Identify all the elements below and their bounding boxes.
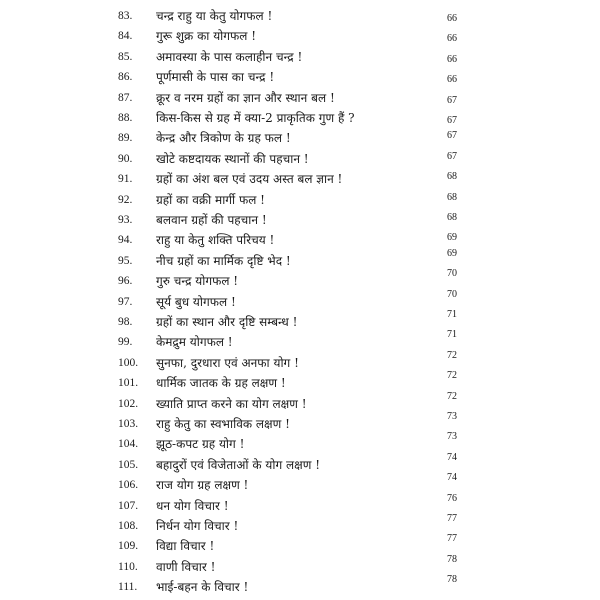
toc-entry xyxy=(0,451,600,475)
entry-title: केन्द्र और त्रिकोण के ग्रह फल ! xyxy=(156,131,291,146)
toc-entry xyxy=(0,26,600,46)
toc-entry xyxy=(0,309,600,332)
entry-number: 95. xyxy=(118,254,133,267)
entry-title: धन योग विचार ! xyxy=(156,498,229,513)
entry-page: 74 xyxy=(447,472,457,484)
toc-entry xyxy=(0,67,600,87)
entry-number: 99. xyxy=(118,336,133,349)
entry-page: 68 xyxy=(447,212,457,223)
entry-page: 71 xyxy=(447,309,457,320)
entry-number: 83. xyxy=(118,10,133,22)
entry-page: 74 xyxy=(447,451,457,463)
toc-entry xyxy=(0,247,600,271)
entry-number: 101. xyxy=(118,377,139,390)
entry-title: ग्रहों का स्थान और दृष्टि सम्बन्ध ! xyxy=(156,315,298,329)
entry-number: 111. xyxy=(118,581,138,594)
entry-number: 89. xyxy=(118,132,133,145)
toc-entry xyxy=(0,492,600,516)
entry-page: 72 xyxy=(447,390,457,402)
entry-number: 88. xyxy=(118,112,133,124)
entry-title: राहु या केतु शक्ति परिचय ! xyxy=(156,233,275,248)
entry-number: 84. xyxy=(118,30,133,43)
toc-entry xyxy=(0,230,600,250)
entry-title: खोटे कष्टदायक स्थानों की पहचान ! xyxy=(156,151,309,166)
toc-entry xyxy=(0,329,600,352)
entry-page: 78 xyxy=(447,574,457,586)
entry-page: 78 xyxy=(447,553,457,565)
entry-page: 70 xyxy=(447,288,457,300)
entry-page: 71 xyxy=(447,329,457,341)
entry-title: अमावस्या के पास कलाहीन चन्द्र ! xyxy=(156,49,303,64)
entry-title: चन्द्र राहु या केतु योगफल ! xyxy=(156,9,273,23)
entry-page: 69 xyxy=(447,232,457,244)
entry-title: नीच ग्रहों का मार्मिक दृष्टि भेद ! xyxy=(156,253,291,268)
entry-number: 87. xyxy=(118,91,133,104)
entry-number: 97. xyxy=(118,295,133,308)
entry-page: 67 xyxy=(447,115,457,126)
entry-page: 67 xyxy=(447,150,457,162)
entry-title: धार्मिक जातक के ग्रह लक्षण ! xyxy=(156,376,286,391)
entry-title: क्रूर व नरम ग्रहों का ज्ञान और स्थान बल ! xyxy=(156,90,335,105)
entry-title: राज योग ग्रह लक्षण ! xyxy=(156,478,249,493)
toc-entry xyxy=(0,513,600,536)
entry-title: ग्रहों का वक्री मार्गी फल ! xyxy=(156,192,265,207)
entry-title: बहादुरों एवं विजेताओं के योग लक्षण ! xyxy=(156,457,321,472)
toc-entry xyxy=(0,190,600,210)
entry-page: 77 xyxy=(447,513,457,524)
entry-title: ग्रहों का अंश बल एवं उदय अस्त बल ज्ञान ! xyxy=(156,172,343,187)
entry-number: 90. xyxy=(118,152,133,165)
entry-number: 102. xyxy=(118,397,139,410)
entry-page: 68 xyxy=(447,171,457,183)
entry-title: विद्या विचार ! xyxy=(156,539,215,554)
toc-entry xyxy=(0,390,600,414)
entry-number: 91. xyxy=(118,173,133,186)
entry-number: 108. xyxy=(118,520,139,532)
entry-number: 105. xyxy=(118,458,139,471)
toc-entry xyxy=(0,108,600,128)
toc-entry xyxy=(0,349,600,373)
entry-number: 109. xyxy=(118,540,139,553)
entry-page: 66 xyxy=(447,13,457,24)
toc-entry xyxy=(0,574,600,597)
entry-page: 69 xyxy=(447,247,457,259)
entry-page: 72 xyxy=(447,370,457,382)
entry-title: झूठ-कपट ग्रह योग ! xyxy=(156,437,245,452)
entry-number: 106. xyxy=(118,479,139,492)
toc-entry xyxy=(0,288,600,312)
entry-page: 67 xyxy=(447,130,457,142)
toc-entry xyxy=(0,553,600,577)
toc-entry xyxy=(0,88,600,108)
entry-title: पूर्णमासी के पास का चन्द्र ! xyxy=(156,70,275,85)
toc-entry xyxy=(0,169,600,189)
entry-page: 73 xyxy=(447,431,457,443)
entry-title: गुरू शुक्र का योगफल ! xyxy=(156,29,257,44)
entry-title: सुनफा, दुरधारा एवं अनफा योग ! xyxy=(156,355,299,370)
entry-title: किस-किस से ग्रह में क्या-2 प्राकृतिक गुण हैं ? xyxy=(156,111,355,125)
entry-title: सूर्य बुध योगफल ! xyxy=(156,294,236,309)
entry-title: निर्धन योग विचार ! xyxy=(156,519,239,533)
toc-entry xyxy=(0,268,600,291)
entry-number: 100. xyxy=(118,356,139,369)
toc-entry xyxy=(0,431,600,454)
toc-entry xyxy=(0,472,600,495)
entry-page: 72 xyxy=(447,349,457,361)
toc-entry xyxy=(0,6,600,26)
entry-number: 94. xyxy=(118,234,133,247)
toc-entry xyxy=(0,149,600,169)
entry-title: बलवान ग्रहों की पहचान ! xyxy=(156,213,267,227)
toc-entry xyxy=(0,47,600,67)
entry-page: 66 xyxy=(447,74,457,86)
entry-number: 110. xyxy=(118,560,138,573)
entry-title: ख्याति प्राप्त करने का योग लक्षण ! xyxy=(156,396,307,411)
entry-number: 93. xyxy=(118,214,133,226)
entry-number: 85. xyxy=(118,50,133,63)
entry-number: 107. xyxy=(118,499,139,512)
entry-page: 73 xyxy=(447,411,457,422)
entry-page: 68 xyxy=(447,191,457,203)
entry-title: भाई-बहन के विचार ! xyxy=(156,580,249,595)
entry-number: 98. xyxy=(118,316,133,328)
entry-number: 96. xyxy=(118,275,133,288)
entry-title: राहु केतु का स्वभाविक लक्षण ! xyxy=(156,417,290,431)
entry-number: 104. xyxy=(118,438,139,451)
toc-entry xyxy=(0,533,600,556)
entry-page: 70 xyxy=(447,268,457,280)
entry-title: वाणी विचार ! xyxy=(156,559,216,574)
entry-number: 92. xyxy=(118,193,133,206)
toc-entry xyxy=(0,210,600,230)
entry-page: 66 xyxy=(447,33,457,45)
entry-page: 66 xyxy=(447,53,457,65)
entry-page: 76 xyxy=(447,492,457,504)
entry-number: 103. xyxy=(118,418,139,430)
entry-number: 86. xyxy=(118,71,133,84)
toc-entry xyxy=(0,411,600,434)
toc-entry xyxy=(0,128,600,148)
entry-page: 67 xyxy=(447,94,457,106)
toc-entry xyxy=(0,370,600,393)
entry-title: केमद्रुम योगफल ! xyxy=(156,335,233,350)
entry-page: 77 xyxy=(447,533,457,545)
entry-title: गुरु चन्द्र योगफल ! xyxy=(156,274,239,289)
